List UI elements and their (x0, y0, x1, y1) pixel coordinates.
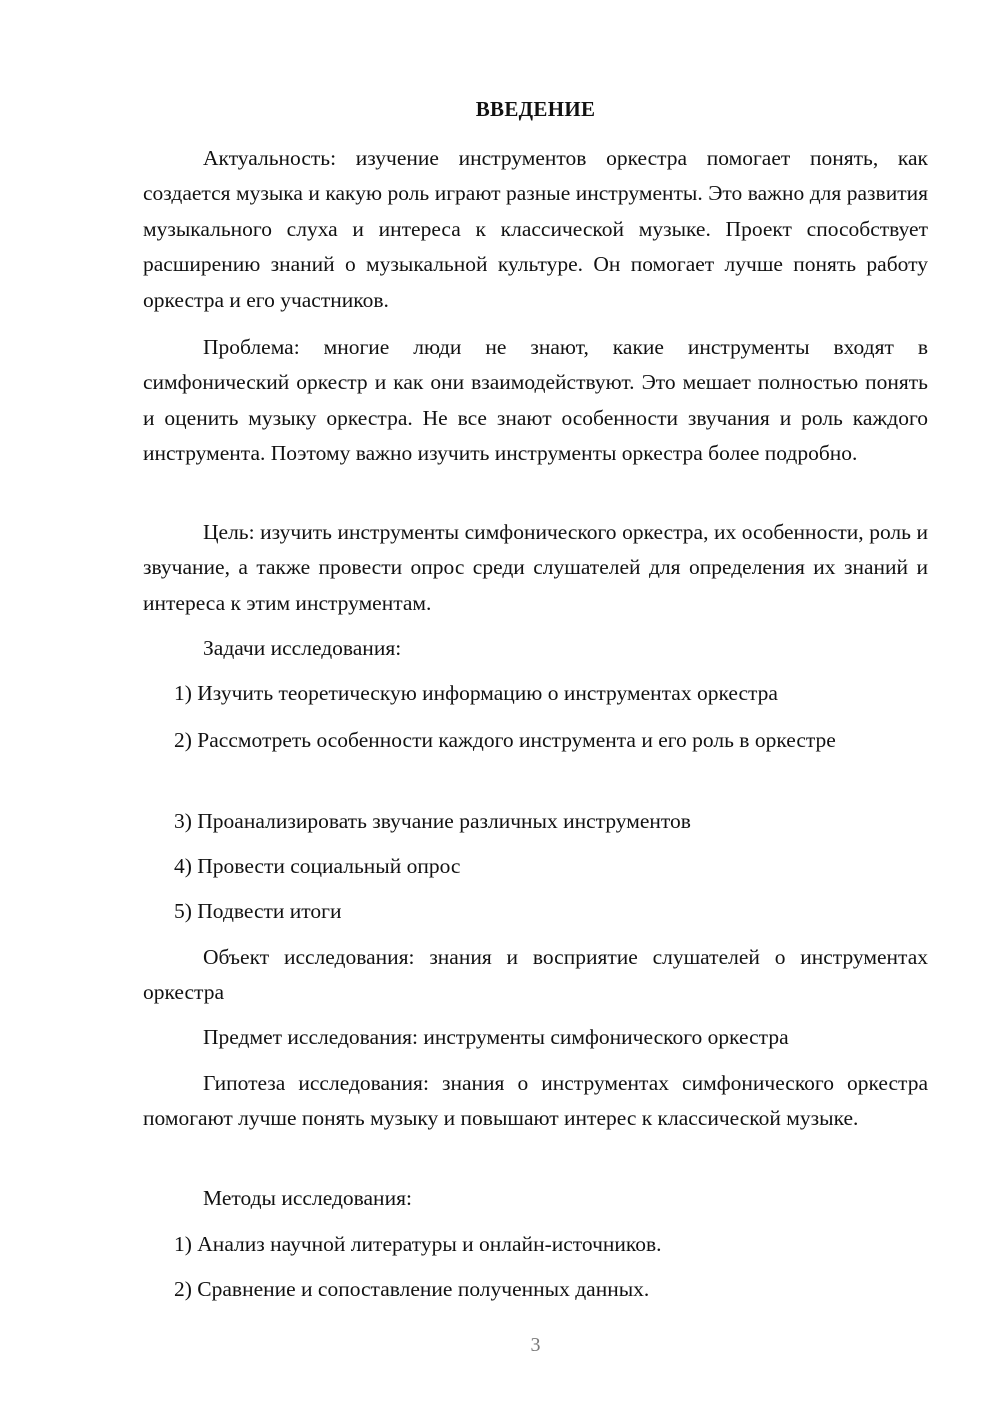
subject-paragraph: Предмет исследования: инструменты симфонического оркестра (203, 1025, 789, 1049)
methods-heading: Методы исследования: (203, 1186, 412, 1210)
page-number: 3 (530, 1334, 541, 1356)
page-title: ВВЕДЕНИЕ (475, 97, 596, 121)
task-item: 3) Проанализировать звучание различных инструментов (174, 809, 691, 833)
task-item: 4) Провести социальный опрос (174, 854, 461, 878)
relevance-paragraph: Актуальность: изучение инструментов оркестра помогает понять, как создается музыка и какую роль играют разные инструменты. Это важно для развития музыкального слуха и интереса к классической музыке. Проект способствует расширению знаний о музыкальной культуре. Он помогает лучше понять работу оркестра и его участников. (143, 146, 928, 312)
problem-paragraph: Проблема: многие люди не знают, какие инструменты входят в симфонический оркестр и как они взаимодействуют. Это мешает полностью понять и оценить музыку оркестра. Не все знают особенности звучания и роль каждого инструмента. Поэтому важно изучить инструменты оркестра более подробно. (143, 335, 928, 466)
task-item: 5) Подвести итоги (174, 899, 342, 923)
goal-paragraph: Цель: изучить инструменты симфонического оркестра, их особенности, роль и звучание, а также провести опрос среди слушателей для определения их знаний и интереса к этим инструментам. (143, 520, 928, 615)
tasks-heading: Задачи исследования: (203, 636, 402, 660)
task-item: 1) Изучить теоретическую информацию о инструментах оркестра (174, 681, 778, 705)
method-item: 1) Анализ научной литературы и онлайн-источников. (174, 1232, 662, 1256)
task-item: 2) Рассмотреть особенности каждого инструмента и его роль в оркестре (174, 728, 836, 752)
hypothesis-paragraph: Гипотеза исследования: знания о инструментах симфонического оркестра помогают лучше понять музыку и повышают интерес к классической музыке. (143, 1071, 928, 1131)
document-page (143, 0, 928, 1414)
object-paragraph: Объект исследования: знания и восприятие слушателей о инструментах оркестра (143, 945, 928, 1005)
method-item: 2) Сравнение и сопоставление полученных данных. (174, 1277, 650, 1301)
